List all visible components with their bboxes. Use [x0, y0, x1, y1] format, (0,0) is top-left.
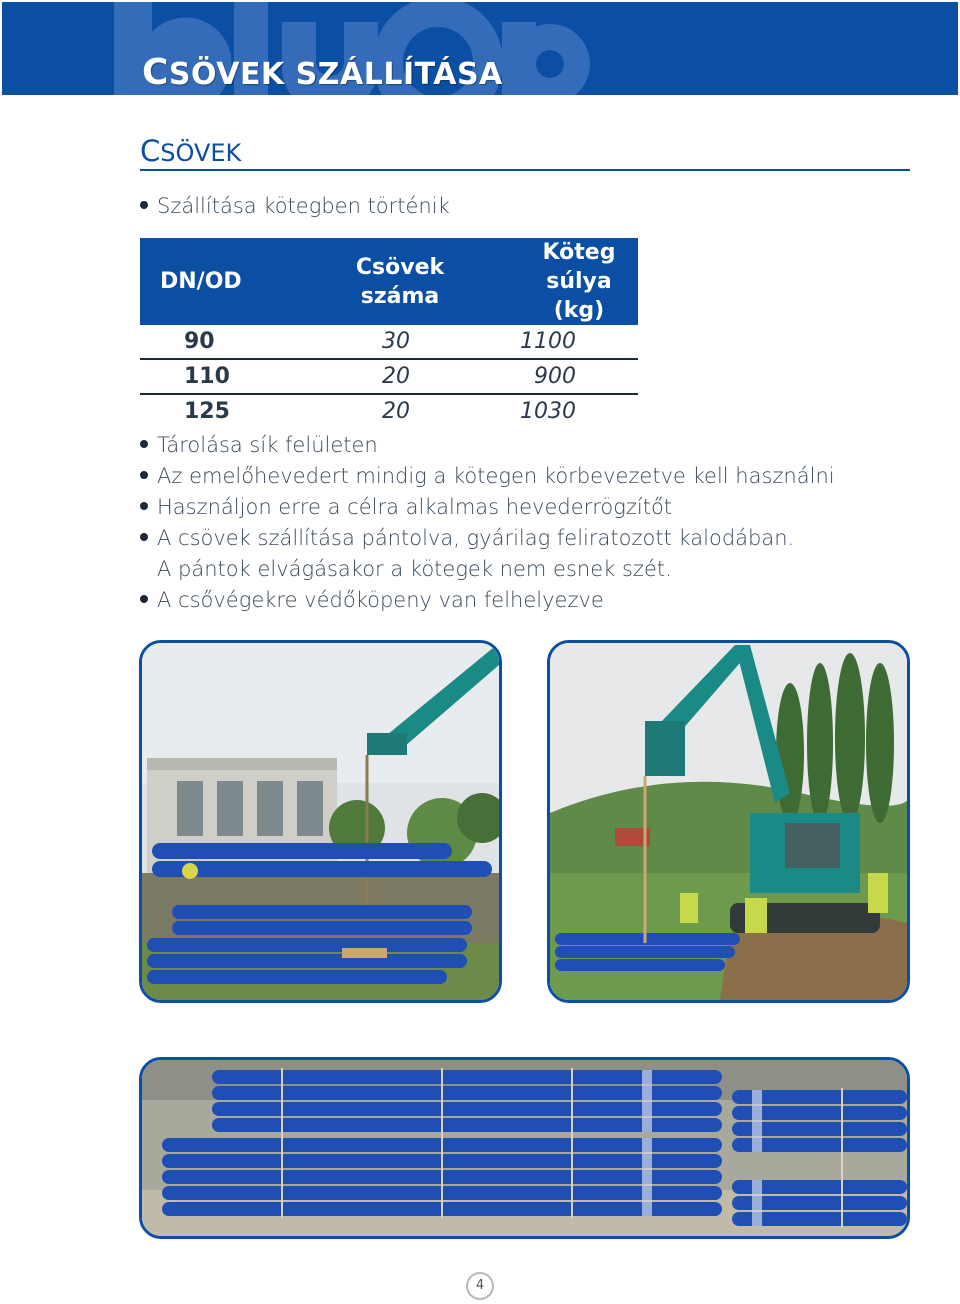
list-item: Használjon erre a célra alkalmas hevederrögzítőt — [140, 495, 672, 519]
header-dn-od: DN/OD — [140, 238, 280, 325]
table-row — [140, 394, 638, 428]
bullet-icon — [140, 533, 148, 541]
list-item: Az emelőhevedert mindig a kötegen körbevezetve kell használni — [140, 464, 835, 488]
page-number: 4 — [466, 1272, 494, 1300]
cell-weight: 900 — [520, 359, 638, 394]
cell-dn: 90 — [140, 325, 280, 359]
intro-bullet: Szállítása kötegben történik — [140, 194, 450, 218]
photo-illustration — [550, 643, 907, 1000]
bullet-icon — [140, 595, 148, 603]
photo-illustration — [142, 643, 499, 1000]
cell-dn: 110 — [140, 359, 280, 394]
page-title: CSÖVEK SZÁLLÍTÁSA — [142, 52, 503, 93]
bundle-spec-table — [140, 238, 638, 428]
photo-crane-lifting-pipes — [139, 640, 502, 1003]
table-row — [140, 325, 638, 359]
cell-count: 30 — [280, 325, 520, 359]
bullet-icon — [140, 471, 148, 479]
header-bundle-weight: Köteg súlya (kg) — [520, 238, 638, 325]
cell-count: 20 — [280, 359, 520, 394]
bullet-icon — [140, 502, 148, 510]
cell-count: 20 — [382, 399, 410, 424]
list-item: A csövek szállítása pántolva, gyárilag feliratozott kalodában. — [140, 526, 794, 550]
cell-weight: 1030 — [520, 399, 576, 424]
photo-pipe-bundles — [139, 1057, 910, 1239]
list-item: A csővégekre védőköpeny van felhelyezve — [140, 588, 604, 612]
photo-excavator-workers — [547, 640, 910, 1003]
photo-illustration — [142, 1060, 907, 1236]
cell-weight: 1100 — [520, 325, 638, 359]
section-divider — [140, 169, 910, 171]
bullet-icon — [140, 440, 148, 448]
header-band — [2, 2, 958, 95]
list-item-continuation: A pántok elvágásakor a kötegek nem esnek szét. — [157, 557, 672, 581]
section-title: CSÖVEK — [140, 134, 242, 168]
cell-dn: 125 — [184, 399, 230, 424]
bullet-icon — [140, 201, 148, 209]
list-item: Tárolása sík felületen — [140, 433, 378, 457]
table-header-row — [140, 238, 638, 325]
header-pipe-count: Csövek száma — [280, 238, 520, 325]
table-row — [140, 359, 638, 394]
